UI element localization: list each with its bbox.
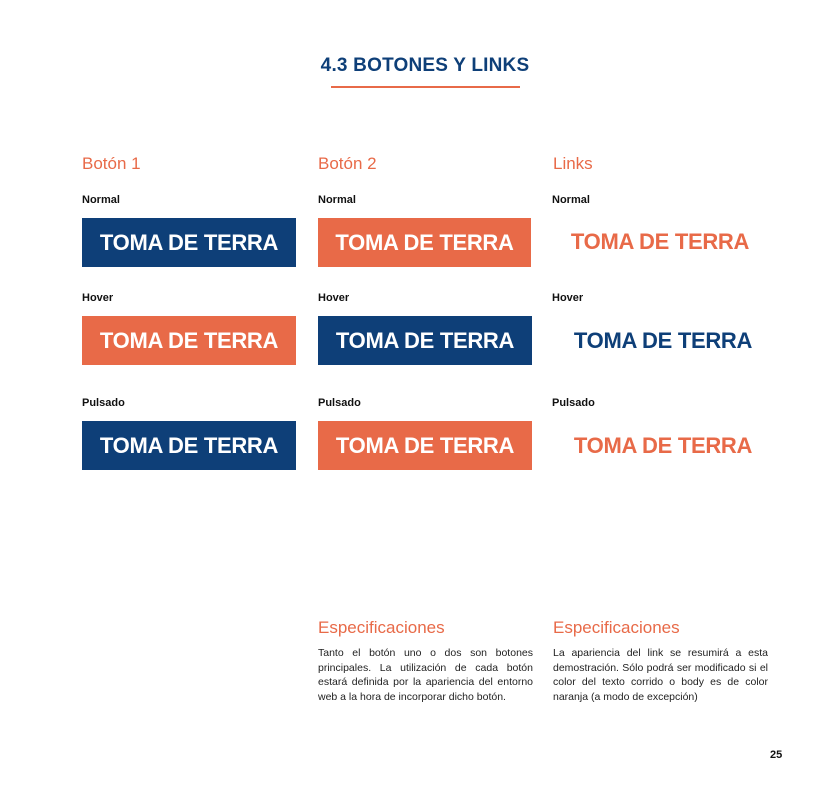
- links-heading: Links: [553, 154, 593, 173]
- links-spec-body: La apariencia del link se resumirá a esta demostración. Sólo podrá ser modificado si el color del texto corrido o body es de color naranja (a modo de excepción): [553, 647, 768, 703]
- botones-spec-body: Tanto el botón uno o dos son botones principales. La utilización de cada botón estará definida por la apariencia del entorno web a la hora de incorporar dicho botón.: [318, 647, 533, 703]
- boton2-heading: Botón 2: [318, 154, 377, 173]
- boton1-pulsado-label: Pulsado: [82, 397, 125, 409]
- boton2-hover-label: Hover: [318, 292, 350, 304]
- boton2-normal-label: Normal: [318, 194, 356, 206]
- links-pulsado-link[interactable]: TOMA DE TERRA: [573, 432, 753, 458]
- page-title: 4.3 BOTONES Y LINKS: [320, 55, 530, 76]
- links-spec-heading: Especificaciones: [553, 618, 680, 637]
- boton1-heading: Botón 1: [82, 154, 141, 173]
- botones-spec-heading: Especificaciones: [318, 618, 445, 637]
- boton1-pulsado-button[interactable]: TOMA DE TERRA: [82, 421, 296, 470]
- boton1-hover-button[interactable]: TOMA DE TERRA: [82, 316, 296, 365]
- boton1-normal-button[interactable]: TOMA DE TERRA: [82, 218, 296, 267]
- links-normal-link[interactable]: TOMA DE TERRA: [570, 228, 750, 254]
- boton2-normal-button[interactable]: TOMA DE TERRA: [318, 218, 531, 267]
- boton2-pulsado-label: Pulsado: [318, 397, 361, 409]
- links-hover-link[interactable]: TOMA DE TERRA: [573, 327, 753, 353]
- links-hover-label: Hover: [552, 292, 584, 304]
- boton2-hover-button[interactable]: TOMA DE TERRA: [318, 316, 532, 365]
- title-underline: [331, 86, 520, 88]
- links-pulsado-label: Pulsado: [552, 397, 595, 409]
- page-number: 25: [770, 749, 783, 761]
- boton2-pulsado-button[interactable]: TOMA DE TERRA: [318, 421, 532, 470]
- boton1-hover-label: Hover: [82, 292, 114, 304]
- boton1-normal-label: Normal: [82, 194, 120, 206]
- links-normal-label: Normal: [552, 194, 590, 206]
